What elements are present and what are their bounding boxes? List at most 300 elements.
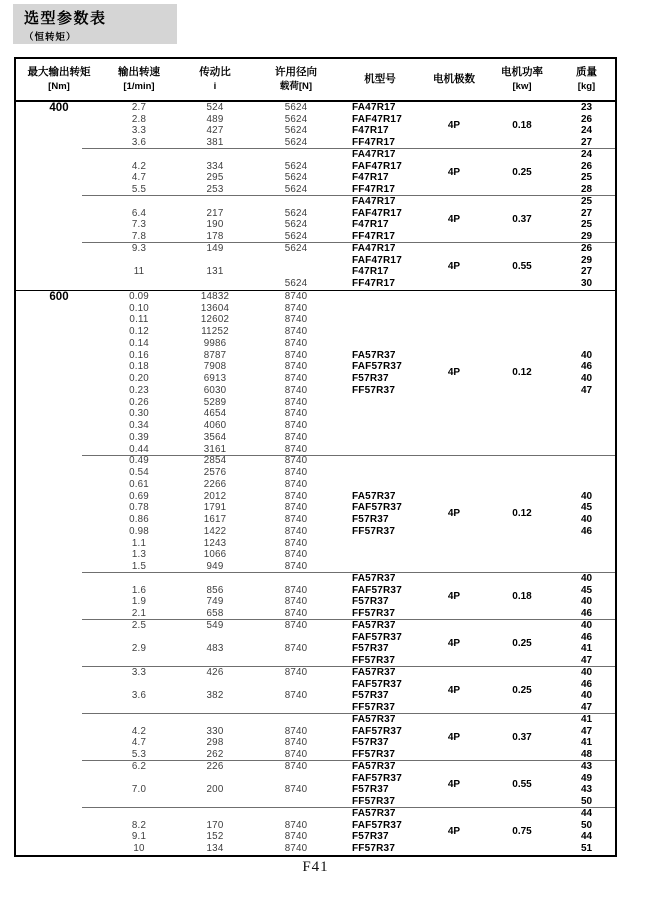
radial-load-cell: 5624 [284, 172, 308, 184]
radial-load-cell: 8740 [284, 373, 308, 385]
motor-poles-cell: 4P [447, 508, 461, 520]
radial-load-cell: 5624 [284, 242, 308, 254]
ratio-cell: 5289 [203, 396, 227, 408]
model-cell: F57R37 [352, 737, 389, 749]
output-speed-cell: 0.12 [129, 326, 149, 338]
gear-block [16, 714, 615, 761]
radial-load-cell: 8740 [284, 314, 308, 326]
radial-load-cell: 8740 [284, 302, 308, 314]
mass-cell: 27 [580, 266, 593, 278]
radial-load-cell: 8740 [284, 467, 308, 479]
ratio-cell: 4060 [203, 420, 227, 432]
motor-poles-cell: 4P [447, 731, 461, 743]
mass-cell: 46 [580, 678, 593, 690]
motor-poles-cell: 4P [447, 119, 461, 131]
ratio-cell: 1422 [203, 525, 227, 537]
radial-load-cell: 8740 [284, 337, 308, 349]
col-header-power-unit: [kw] [512, 81, 532, 92]
mass-cell: 46 [580, 608, 593, 620]
model-cell: F57R37 [352, 373, 389, 385]
ratio-cell: 3161 [203, 443, 227, 455]
ratio-cell: 170 [206, 819, 224, 831]
radial-load-cell: 8740 [284, 760, 308, 772]
col-header-poles [422, 59, 486, 100]
ratio-cell: 426 [206, 666, 224, 678]
output-speed-cell: 9.1 [131, 831, 147, 843]
ratio-cell: 1243 [203, 537, 227, 549]
gear-block [16, 573, 615, 620]
torque-section-400 [16, 102, 615, 290]
radial-load-cell: 8740 [284, 361, 308, 373]
model-cell: F57R37 [352, 643, 389, 655]
ratio-cell: 11252 [201, 326, 229, 338]
motor-poles-cell: 4P [447, 213, 461, 225]
output-speed-cell: 3.3 [131, 125, 147, 137]
model-cell: FAF47R17 [352, 160, 402, 172]
output-speed-cell: 7.8 [131, 231, 147, 243]
model-cell: FF57R37 [352, 843, 396, 855]
radial-load-cell: 8740 [284, 666, 308, 678]
ratio-cell: 134 [206, 843, 224, 855]
motor-power-cell: 0.75 [512, 825, 532, 837]
output-speed-cell: 2.1 [131, 608, 147, 620]
mass-cell: 28 [580, 184, 593, 196]
torque-value: 400 [49, 102, 69, 115]
model-cell: F47R17 [352, 172, 389, 184]
col-header-torque-unit: [Nm] [48, 81, 70, 92]
gear-block [16, 149, 615, 196]
mass-cell: 40 [580, 490, 593, 502]
mass-cell: 24 [580, 125, 593, 137]
col-header-power-label: 电机功率 [501, 66, 543, 78]
model-cell: FAF47R17 [352, 113, 402, 125]
ratio-cell: 200 [206, 784, 224, 796]
motor-poles-cell: 4P [447, 590, 461, 602]
ratio-cell: 149 [206, 242, 224, 254]
radial-load-cell: 8740 [284, 326, 308, 338]
ratio-cell: 489 [206, 113, 224, 125]
output-speed-cell: 0.78 [129, 502, 149, 514]
output-speed-cell: 9.3 [131, 242, 147, 254]
motor-power-cell: 0.12 [512, 508, 532, 520]
output-speed-cell: 4.2 [131, 160, 147, 172]
mass-cell: 44 [580, 831, 593, 843]
output-speed-cell: 1.1 [131, 537, 147, 549]
table-header [16, 59, 615, 102]
output-speed-cell: 3.6 [131, 137, 147, 149]
output-speed-cell: 0.39 [129, 431, 149, 443]
model-cell: FA57R37 [352, 666, 396, 678]
mass-cell: 47 [580, 725, 593, 737]
radial-load-cell: 8740 [284, 831, 308, 843]
output-speed-cell: 2.7 [131, 101, 147, 113]
radial-load-cell: 8740 [284, 549, 308, 561]
output-speed-cell: 4.7 [131, 737, 147, 749]
output-speed-cell: 0.98 [129, 525, 149, 537]
output-speed-cell: 0.23 [129, 384, 149, 396]
radial-load-cell: 8740 [284, 443, 308, 455]
ratio-cell: 295 [206, 172, 224, 184]
motor-poles-cell: 4P [447, 825, 461, 837]
ratio-cell: 262 [206, 749, 224, 761]
model-cell: F47R17 [352, 219, 389, 231]
motor-power-cell: 0.12 [512, 367, 532, 379]
gear-block [16, 196, 615, 243]
gear-block [16, 456, 615, 574]
ratio-cell: 13604 [200, 302, 230, 314]
radial-load-cell: 5624 [284, 125, 308, 137]
output-speed-cell: 1.9 [131, 596, 147, 608]
model-cell: F57R37 [352, 596, 389, 608]
motor-power-cell: 0.25 [512, 637, 532, 649]
radial-load-cell: 8740 [284, 619, 308, 631]
model-cell: FA57R37 [352, 713, 396, 725]
mass-cell: 40 [580, 514, 593, 526]
motor-poles-cell: 4P [447, 166, 461, 178]
mass-cell: 26 [580, 242, 593, 254]
output-speed-cell: 3.6 [131, 690, 147, 702]
radial-load-cell: 5624 [284, 160, 308, 172]
motor-poles-cell: 4P [447, 637, 461, 649]
model-cell: FAF57R37 [352, 361, 402, 373]
mass-cell: 49 [580, 772, 593, 784]
mass-cell: 23 [580, 101, 593, 113]
model-cell: FA57R37 [352, 760, 396, 772]
output-speed-cell: 6.2 [131, 760, 147, 772]
output-speed-cell: 0.49 [129, 455, 149, 467]
model-cell: F47R17 [352, 125, 389, 137]
radial-load-cell: 8740 [284, 384, 308, 396]
mass-cell: 47 [580, 384, 593, 396]
mass-cell: 25 [580, 219, 593, 231]
output-speed-cell: 0.18 [129, 361, 149, 373]
ratio-cell: 658 [206, 608, 224, 620]
output-speed-cell: 1.3 [131, 549, 147, 561]
col-header-ratio-unit: i [213, 81, 217, 92]
output-speed-cell: 5.5 [131, 184, 147, 196]
output-speed-cell: 2.5 [131, 619, 147, 631]
model-cell: FA57R37 [352, 807, 396, 819]
motor-poles-cell: 4P [447, 260, 461, 272]
model-cell: FF47R17 [352, 184, 396, 196]
radial-load-cell: 5624 [284, 231, 308, 243]
ratio-cell: 6030 [203, 384, 227, 396]
mass-cell: 50 [580, 796, 593, 808]
output-speed-cell: 1.6 [131, 584, 147, 596]
mass-cell: 45 [580, 584, 593, 596]
radial-load-cell: 8740 [284, 502, 308, 514]
col-header-load [254, 59, 338, 100]
output-speed-cell: 0.16 [129, 349, 149, 361]
model-cell: FAF57R37 [352, 502, 402, 514]
ratio-cell: 427 [206, 125, 224, 137]
output-speed-cell: 0.34 [129, 420, 149, 432]
col-header-torque-label: 最大输出转矩 [27, 66, 91, 78]
mass-cell: 43 [580, 784, 593, 796]
ratio-cell: 131 [206, 266, 224, 278]
ratio-cell: 334 [206, 160, 224, 172]
ratio-cell: 1066 [203, 549, 227, 561]
ratio-cell: 190 [206, 219, 224, 231]
ratio-cell: 226 [206, 760, 224, 772]
ratio-cell: 2854 [203, 455, 227, 467]
mass-cell: 47 [580, 655, 593, 667]
ratio-cell: 1791 [203, 502, 227, 514]
mass-cell: 27 [580, 207, 593, 219]
radial-load-cell: 5624 [284, 137, 308, 149]
radial-load-cell: 5624 [284, 113, 308, 125]
torque-section-600 [16, 290, 615, 855]
output-speed-cell: 0.30 [129, 408, 149, 420]
radial-load-cell: 8740 [284, 596, 308, 608]
radial-load-cell: 8740 [284, 784, 308, 796]
gear-block [16, 291, 615, 456]
model-cell: F57R37 [352, 690, 389, 702]
motor-power-cell: 0.25 [512, 684, 532, 696]
ratio-cell: 6913 [203, 373, 227, 385]
page-number: F41 [302, 859, 329, 875]
model-cell: FF47R17 [352, 231, 396, 243]
motor-power-cell: 0.37 [512, 731, 532, 743]
output-speed-cell: 0.11 [129, 314, 149, 326]
radial-load-cell: 5624 [284, 184, 308, 196]
page-subtitle: （恒转矩） [24, 32, 77, 43]
output-speed-cell: 2.9 [131, 643, 147, 655]
output-speed-cell: 0.20 [129, 373, 149, 385]
model-cell: F57R37 [352, 831, 389, 843]
mass-cell: 40 [580, 572, 593, 584]
col-header-load-unit: 载荷[N] [279, 81, 313, 92]
mass-cell: 26 [580, 113, 593, 125]
ratio-cell: 483 [206, 643, 224, 655]
model-cell: FA57R37 [352, 349, 396, 361]
mass-cell: 46 [580, 631, 593, 643]
mass-cell: 48 [580, 749, 593, 761]
ratio-cell: 856 [206, 584, 224, 596]
gear-block [16, 761, 615, 808]
mass-cell: 41 [580, 713, 593, 725]
model-cell: FAF47R17 [352, 254, 402, 266]
gear-block [16, 243, 615, 290]
motor-power-cell: 0.18 [512, 590, 532, 602]
output-speed-cell: 2.8 [131, 113, 147, 125]
motor-power-cell: 0.18 [512, 119, 532, 131]
model-cell: FA47R17 [352, 148, 396, 160]
model-cell: FF57R37 [352, 796, 396, 808]
mass-cell: 40 [580, 690, 593, 702]
radial-load-cell: 8740 [284, 290, 308, 302]
output-speed-cell: 7.0 [131, 784, 147, 796]
output-speed-cell: 0.61 [129, 478, 149, 490]
model-cell: FAF57R37 [352, 678, 402, 690]
torque-value: 600 [49, 291, 69, 304]
output-speed-cell: 5.3 [131, 749, 147, 761]
output-speed-cell: 0.14 [129, 337, 149, 349]
motor-power-cell: 0.55 [512, 260, 532, 272]
model-cell: FF57R37 [352, 384, 396, 396]
model-cell: FA57R37 [352, 619, 396, 631]
radial-load-cell: 5624 [284, 101, 308, 113]
radial-load-cell: 8740 [284, 725, 308, 737]
output-speed-cell: 0.54 [129, 467, 149, 479]
model-cell: FAF57R37 [352, 772, 402, 784]
mass-cell: 46 [580, 525, 593, 537]
title-box [13, 4, 177, 44]
ratio-cell: 2576 [203, 467, 227, 479]
output-speed-cell: 3.3 [131, 666, 147, 678]
radial-load-cell: 5624 [284, 219, 308, 231]
model-cell: FAF47R17 [352, 207, 402, 219]
ratio-cell: 3564 [203, 431, 227, 443]
col-header-speed-unit: [1/min] [123, 81, 155, 92]
mass-cell: 50 [580, 819, 593, 831]
ratio-cell: 4654 [203, 408, 227, 420]
model-cell: FF57R37 [352, 749, 396, 761]
model-cell: F57R37 [352, 514, 389, 526]
ratio-cell: 381 [206, 137, 224, 149]
col-header-mass-unit: [kg] [577, 81, 596, 92]
ratio-cell: 253 [206, 184, 224, 196]
radial-load-cell: 8740 [284, 608, 308, 620]
motor-poles-cell: 4P [447, 367, 461, 379]
model-cell: FF47R17 [352, 137, 396, 149]
mass-cell: 29 [580, 254, 593, 266]
col-header-speed [102, 59, 176, 100]
mass-cell: 41 [580, 643, 593, 655]
radial-load-cell: 8740 [284, 690, 308, 702]
output-speed-cell: 10 [133, 843, 145, 855]
output-speed-cell: 0.09 [129, 290, 149, 302]
output-speed-cell: 1.5 [131, 561, 147, 573]
ratio-cell: 152 [206, 831, 224, 843]
motor-power-cell: 0.55 [512, 778, 532, 790]
page-title: 选型参数表 [24, 10, 107, 27]
ratio-cell: 382 [206, 690, 224, 702]
mass-cell: 46 [580, 361, 593, 373]
col-header-model [338, 59, 422, 100]
model-cell: FA57R37 [352, 572, 396, 584]
mass-cell: 47 [580, 702, 593, 714]
motor-poles-cell: 4P [447, 778, 461, 790]
gear-block [16, 620, 615, 667]
col-header-speed-label: 输出转速 [118, 66, 160, 78]
radial-load-cell: 8740 [284, 537, 308, 549]
mass-cell: 26 [580, 160, 593, 172]
mass-cell: 25 [580, 195, 593, 207]
col-header-torque [16, 59, 102, 100]
mass-cell: 45 [580, 502, 593, 514]
ratio-cell: 1617 [203, 514, 227, 526]
radial-load-cell: 5624 [284, 278, 308, 290]
radial-load-cell: 8740 [284, 525, 308, 537]
mass-cell: 27 [580, 137, 593, 149]
ratio-cell: 330 [206, 725, 224, 737]
mass-cell: 25 [580, 172, 593, 184]
output-speed-cell: 0.69 [129, 490, 149, 502]
gear-block [16, 808, 615, 855]
ratio-cell: 178 [206, 231, 224, 243]
mass-cell: 24 [580, 148, 593, 160]
col-header-power [486, 59, 558, 100]
radial-load-cell: 8740 [284, 643, 308, 655]
output-speed-cell: 0.44 [129, 443, 149, 455]
motor-power-cell: 0.25 [512, 166, 532, 178]
output-speed-cell: 8.2 [131, 819, 147, 831]
mass-cell: 30 [580, 278, 593, 290]
model-cell: FA57R37 [352, 490, 396, 502]
radial-load-cell: 8740 [284, 749, 308, 761]
motor-power-cell: 0.37 [512, 213, 532, 225]
col-header-mass-label: 质量 [576, 66, 597, 78]
model-cell: FA47R17 [352, 101, 396, 113]
radial-load-cell: 8740 [284, 737, 308, 749]
mass-cell: 29 [580, 231, 593, 243]
radial-load-cell: 5624 [284, 207, 308, 219]
col-header-model-label: 机型号 [364, 73, 396, 85]
model-cell: FF57R37 [352, 608, 396, 620]
radial-load-cell: 8740 [284, 349, 308, 361]
col-header-ratio-label: 传动比 [199, 66, 231, 78]
output-speed-cell: 0.86 [129, 514, 149, 526]
col-header-ratio [176, 59, 254, 100]
mass-cell: 43 [580, 760, 593, 772]
model-cell: FAF57R37 [352, 631, 402, 643]
radial-load-cell: 8740 [284, 843, 308, 855]
model-cell: F47R17 [352, 266, 389, 278]
radial-load-cell: 8740 [284, 431, 308, 443]
ratio-cell: 8787 [203, 349, 227, 361]
mass-cell: 40 [580, 619, 593, 631]
radial-load-cell: 8740 [284, 420, 308, 432]
model-cell: FA47R17 [352, 195, 396, 207]
gear-block [16, 667, 615, 714]
ratio-cell: 9986 [203, 337, 227, 349]
ratio-cell: 298 [206, 737, 224, 749]
mass-cell: 40 [580, 373, 593, 385]
radial-load-cell: 8740 [284, 561, 308, 573]
mass-cell: 51 [580, 843, 593, 855]
ratio-cell: 7908 [203, 361, 227, 373]
ratio-cell: 12602 [200, 314, 230, 326]
output-speed-cell: 4.7 [131, 172, 147, 184]
col-header-load-label: 许用径向 [275, 66, 317, 78]
mass-cell: 40 [580, 596, 593, 608]
model-cell: FF47R17 [352, 278, 396, 290]
mass-cell: 41 [580, 737, 593, 749]
ratio-cell: 2012 [203, 490, 227, 502]
output-speed-cell: 11 [133, 266, 145, 278]
radial-load-cell: 8740 [284, 396, 308, 408]
col-header-mass [558, 59, 615, 100]
output-speed-cell: 7.3 [131, 219, 147, 231]
radial-load-cell: 8740 [284, 490, 308, 502]
radial-load-cell: 8740 [284, 478, 308, 490]
output-speed-cell: 0.26 [129, 396, 149, 408]
radial-load-cell: 8740 [284, 819, 308, 831]
model-cell: FAF57R37 [352, 819, 402, 831]
radial-load-cell: 8740 [284, 514, 308, 526]
model-cell: FF57R37 [352, 702, 396, 714]
mass-cell: 44 [580, 807, 593, 819]
selection-parameter-table [14, 57, 617, 857]
model-cell: F57R37 [352, 784, 389, 796]
gear-block [16, 102, 615, 149]
radial-load-cell: 8740 [284, 408, 308, 420]
radial-load-cell: 8740 [284, 584, 308, 596]
motor-poles-cell: 4P [447, 684, 461, 696]
radial-load-cell: 8740 [284, 455, 308, 467]
table-body [16, 102, 615, 855]
